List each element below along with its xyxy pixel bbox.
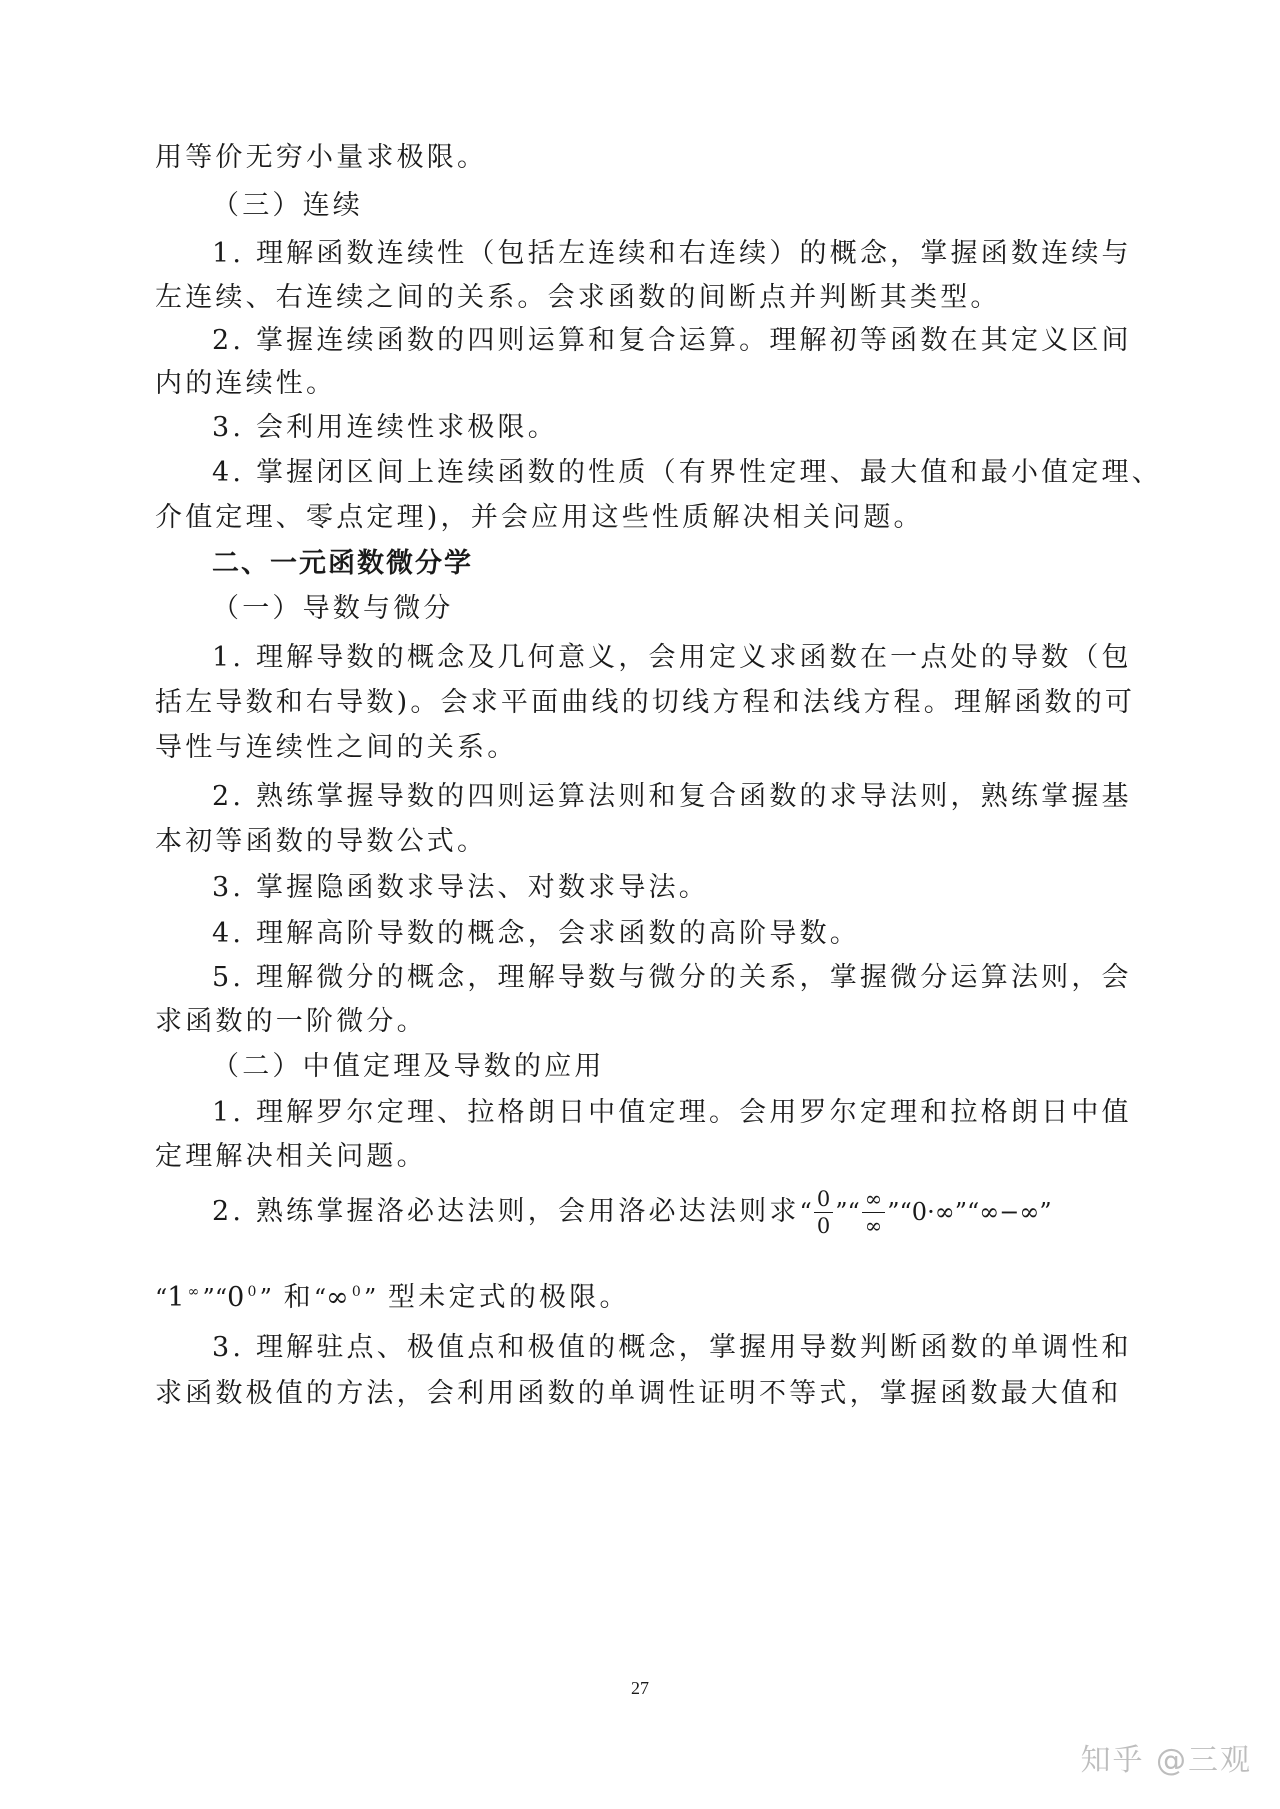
indeterminate-form: ∞ bbox=[326, 1282, 352, 1313]
text-line: 1. 理解导数的概念及几何意义，会用定义求函数在一点处的导数（包 bbox=[212, 642, 1132, 673]
indeterminate-form: 0·∞ bbox=[911, 1198, 955, 1226]
exponent: 0 bbox=[351, 1284, 364, 1300]
text-line: 导性与连续性之间的关系。 bbox=[155, 732, 518, 763]
text-line: 求函数极值的方法，会利用函数的单调性证明不等式，掌握函数最大值和 bbox=[155, 1378, 1122, 1409]
text-line: 求函数的一阶微分。 bbox=[155, 1006, 427, 1037]
exponent: ∞ bbox=[187, 1284, 203, 1300]
subsection-heading: （三）连续 bbox=[212, 190, 363, 221]
text-line: 定理解决相关问题。 bbox=[155, 1141, 427, 1172]
watermark: 知乎 @三观 bbox=[1080, 1743, 1252, 1778]
text-line: 左连续、右连续之间的关系。会求函数的间断点并判断其类型。 bbox=[155, 282, 1001, 313]
text-line: 2. 熟练掌握导数的四则运算法则和复合函数的求导法则，熟练掌握基 bbox=[212, 781, 1132, 812]
subsection-heading: （一）导数与微分 bbox=[212, 593, 454, 624]
text-line: 3. 掌握隐函数求导法、对数求导法。 bbox=[212, 872, 709, 903]
text-line: 4. 掌握闭区间上连续函数的性质（有界性定理、最大值和最小值定理、 bbox=[212, 457, 1162, 488]
text-line: 5. 理解微分的概念，理解导数与微分的关系，掌握微分运算法则，会 bbox=[212, 962, 1132, 993]
indeterminate-form: 1 bbox=[167, 1282, 188, 1313]
text-line: 4. 理解高阶导数的概念，会求函数的高阶导数。 bbox=[212, 918, 860, 949]
page-number: 27 bbox=[631, 1678, 649, 1698]
fraction-numerator: ∞ bbox=[862, 1186, 886, 1213]
fraction-inf-over-inf bbox=[862, 1186, 886, 1239]
fraction-denominator: 0 bbox=[816, 1214, 831, 1238]
text-line: “$1^\infty”“0^0$” 和“∞$^0$” 型未定式的极限。 bbox=[155, 1282, 630, 1313]
text-line: 1. 理解函数连续性（包括左连续和右连续）的概念，掌握函数连续与 bbox=[212, 238, 1132, 269]
subsection-heading: （二）中值定理及导数的应用 bbox=[212, 1051, 605, 1082]
text-line: 3. 会利用连续性求极限。 bbox=[212, 412, 558, 443]
fraction-zero-over-zero bbox=[814, 1186, 833, 1239]
section-heading: 二、一元函数微分学 bbox=[212, 548, 473, 579]
fraction-numerator: 0 bbox=[814, 1186, 833, 1213]
text-line: 2. 掌握连续函数的四则运算和复合运算。理解初等函数在其定义区间 bbox=[212, 325, 1132, 356]
text-segment: 型未定式的极限。 bbox=[388, 1282, 630, 1313]
fraction-denominator: ∞ bbox=[864, 1214, 883, 1238]
text-line: 内的连续性。 bbox=[155, 368, 337, 399]
text-segment: 和 bbox=[283, 1282, 314, 1313]
text-segment: 2. 熟练掌握洛必达法则，会用洛必达法则求 bbox=[212, 1196, 800, 1227]
indeterminate-form: ∞−∞ bbox=[979, 1198, 1040, 1226]
lhopital-line: 2. 熟练掌握洛必达法则，会用洛必达法则求“ $\frac{0}{0}$ ”“ $\frac{\infty}{\infty}$ ”“0·∞”“∞−∞” bbox=[212, 1187, 1052, 1238]
exponent: 0 bbox=[247, 1284, 260, 1300]
text-line: 3. 理解驻点、极值点和极值的概念，掌握用导数判断函数的单调性和 bbox=[212, 1332, 1132, 1363]
text-line: 介值定理、零点定理)，并会应用这些性质解决相关问题。 bbox=[155, 502, 924, 533]
text-line: 本初等函数的导数公式。 bbox=[155, 826, 488, 857]
indeterminate-form: 0 bbox=[227, 1282, 248, 1313]
text-line: 用等价无穷小量求极限。 bbox=[155, 142, 488, 173]
text-line: 1. 理解罗尔定理、拉格朗日中值定理。会用罗尔定理和拉格朗日中值 bbox=[212, 1097, 1132, 1128]
text-line: 括左导数和右导数)。会求平面曲线的切线方程和法线方程。理解函数的可 bbox=[155, 687, 1136, 718]
